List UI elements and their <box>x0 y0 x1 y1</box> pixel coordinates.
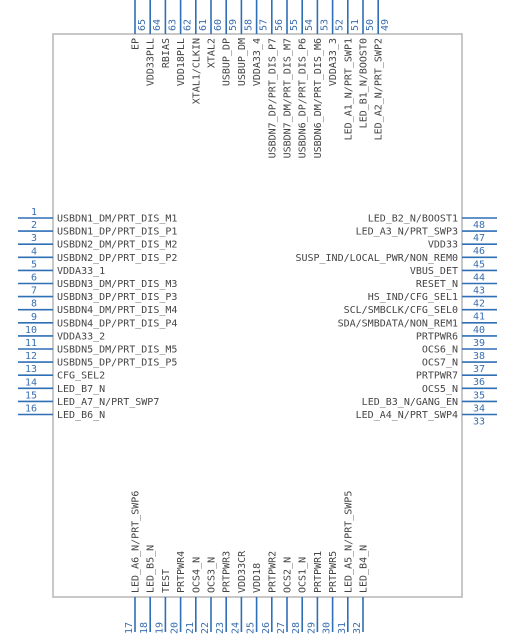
pin-50-number: 50 <box>365 18 376 31</box>
pin-62-number: 62 <box>182 18 194 31</box>
pin-31-label: LED_A5_N/PRT_SWP5 <box>343 490 355 593</box>
pin-12-label: USBDN5_DP/PRT_DIS_P5 <box>57 357 178 369</box>
pin-20-number: 20 <box>169 621 181 634</box>
pin-10-label: VDDA33_2 <box>57 331 106 343</box>
pin-37-label: OCS7_N <box>421 357 458 369</box>
pin-2-number: 2 <box>30 220 37 232</box>
pin-25-label: VDD18 <box>252 562 264 593</box>
pin-41-number: 41 <box>473 311 486 323</box>
pin-31-number: 31 <box>336 621 348 634</box>
pin-36-number: 36 <box>473 377 486 389</box>
pin-53-number: 53 <box>319 18 331 31</box>
pin-57-number: 57 <box>258 18 270 31</box>
pin-36-label: PRTPWR7 <box>415 370 458 382</box>
pin-55-label: USBDN7_DM/PRT_DIS_M7 <box>282 38 294 159</box>
pin-45-number: 45 <box>473 259 486 271</box>
pin-9-label: USBDN4_DP/PRT_DIS_P4 <box>57 318 178 330</box>
pin-11-label: USBDN5_DM/PRT_DIS_M5 <box>57 344 178 356</box>
pin-29-number: 29 <box>306 621 318 634</box>
pin-58-number: 58 <box>243 18 255 31</box>
pin-51-number: 51 <box>349 18 361 31</box>
pin-46-number: 46 <box>473 246 486 258</box>
pin-44-number: 44 <box>473 272 486 284</box>
pin-23-number: 23 <box>215 621 227 634</box>
pin-32-number: 32 <box>352 621 363 634</box>
pin-63-number: 63 <box>167 18 179 31</box>
pin-35-number: 35 <box>473 390 486 402</box>
pin-19-number: 19 <box>154 621 166 634</box>
pin-54-number: 54 <box>304 18 316 31</box>
pin-62-label: VDD18PLL <box>176 38 188 87</box>
pin-9-number: 9 <box>30 311 37 323</box>
pin-43-label: RESET_N <box>415 279 458 290</box>
pin-11-number: 11 <box>24 338 37 349</box>
pin-40-number: 40 <box>473 324 486 336</box>
pin-4-label: USBDN2_DP/PRT_DIS_P2 <box>57 252 178 264</box>
pin-61-label: XTAL1/CLKIN <box>191 38 203 105</box>
pin-6-number: 6 <box>30 272 37 284</box>
pin-42-label: HS_IND/CFG_SEL1 <box>367 292 458 304</box>
pin-56-label: USBDN7_DP/PRT_DIS_P7 <box>267 38 279 159</box>
pin-21-number: 21 <box>184 621 196 634</box>
pin-59-number: 59 <box>228 18 240 31</box>
pin-8-label: USBDN4_DM/PRT_DIS_M4 <box>57 305 178 317</box>
pin-7-number: 7 <box>30 285 37 297</box>
pin-16-label: LED_B6_N <box>57 410 106 421</box>
pin-27-number: 27 <box>276 621 287 634</box>
pin-61-number: 61 <box>197 18 209 31</box>
pin-52-label: VDDA33_3 <box>328 38 340 87</box>
pin-17-label: LED_A6_N/PRT_SWP6 <box>130 490 142 593</box>
top-pin-group <box>131 0 392 158</box>
pin-51-label: LED_A1_N/PRT_SWP1 <box>343 38 355 141</box>
pin-53-label: USBDN6_DM/PRT_DIS_M6 <box>312 38 324 159</box>
pin-54-label: USBDN6_DP/PRT_DIS_P6 <box>297 38 309 159</box>
pin-18-number: 18 <box>139 621 151 634</box>
pin-49-label: LED_A2_N/PRT_SWP2 <box>373 38 385 141</box>
pin-28-label: OCS1_N <box>297 556 309 593</box>
pin-48-number: 48 <box>473 220 486 231</box>
pin-58-label: USBUP_DM <box>236 38 248 87</box>
pin-4-number: 4 <box>30 246 37 258</box>
pin-20-label: PRTPWR4 <box>176 550 188 593</box>
pin-19-label: TEST <box>160 568 172 593</box>
pin-32-label: LED_B4_N <box>358 544 370 593</box>
pin-38-number: 38 <box>473 351 486 362</box>
pin-23-label: PRTPWR3 <box>221 550 233 593</box>
pin-33-label: LED_A4_N/PRT_SWP4 <box>355 410 458 421</box>
pin-39-number: 39 <box>473 337 486 349</box>
pin-8-number: 8 <box>30 298 37 310</box>
pin-15-number: 15 <box>24 390 37 402</box>
pin-5-number: 5 <box>30 259 37 271</box>
pin-30-number: 30 <box>321 621 333 634</box>
pin-65-label: EP <box>130 38 142 51</box>
pin-17-number: 17 <box>124 621 135 634</box>
pin-1-label: USBDN1_DM/PRT_DIS_M1 <box>57 213 178 225</box>
pin-3-label: USBDN2_DM/PRT_DIS_M2 <box>57 239 178 251</box>
pin-18-label: LED_B5_N <box>145 544 157 593</box>
pin-34-label: LED_B3_N/GANG_EN <box>361 396 458 408</box>
pin-43-number: 43 <box>473 285 486 297</box>
pin-15-label: LED_A7_N/PRT_SWP7 <box>57 396 160 408</box>
pin-6-label: USBDN3_DM/PRT_DIS_M3 <box>57 279 178 290</box>
pin-60-label: XTAL2 <box>206 38 218 69</box>
pin-64-number: 64 <box>152 18 164 31</box>
pin-45-label: SUSP_IND/LOCAL_PWR/NON_REM0 <box>295 252 458 264</box>
pin-65-number: 65 <box>137 18 148 31</box>
pin-13-label: CFG_SEL2 <box>57 370 106 382</box>
pin-21-label: OCS4_N <box>191 556 203 593</box>
pin-26-label: PRTPWR2 <box>267 550 279 593</box>
bottom-pin-group <box>124 491 370 634</box>
pin-55-number: 55 <box>289 18 300 31</box>
pin-1-number: 1 <box>30 207 37 218</box>
pin-49-number: 49 <box>380 18 392 31</box>
pin-35-label: OCS5_N <box>421 383 458 395</box>
pin-44-label: VBUS_DET <box>409 265 458 277</box>
pin-25-number: 25 <box>245 621 257 634</box>
pin-64-label: VDD33PLL <box>145 38 157 87</box>
pin-16-number: 16 <box>24 403 37 415</box>
pin-33-number: 33 <box>473 416 486 428</box>
pin-48-label: LED_B2_N/BOOST1 <box>367 213 458 225</box>
pin-22-label: OCS3_N <box>206 556 218 593</box>
pin-29-label: PRTPWR1 <box>312 550 324 593</box>
pin-13-number: 13 <box>24 364 37 376</box>
pin-37-number: 37 <box>473 364 486 376</box>
pin-47-label: LED_A3_N/PRT_SWP3 <box>355 226 458 238</box>
pin-59-label: USBUP_DP <box>221 38 233 87</box>
pin-34-number: 34 <box>473 403 486 415</box>
pin-42-number: 42 <box>473 298 486 310</box>
pin-41-label: SCL/SMBCLK/CFG_SEL0 <box>343 305 458 317</box>
pin-26-number: 26 <box>260 621 272 634</box>
pin-27-label: OCS2_N <box>282 556 294 593</box>
pin-50-label: LED_B1_N/BOOST0 <box>358 38 370 129</box>
pin-3-number: 3 <box>30 233 37 245</box>
pin-14-label: LED_B7_N <box>57 383 106 395</box>
pin-14-number: 14 <box>24 377 37 389</box>
pin-46-label: VDD33 <box>427 239 458 251</box>
pin-40-label: SDA/SMBDATA/NON_REM1 <box>337 318 458 330</box>
pin-52-number: 52 <box>334 18 346 31</box>
pin-24-number: 24 <box>230 621 242 634</box>
pin-60-number: 60 <box>213 18 224 31</box>
pin-22-number: 22 <box>200 621 211 634</box>
right-pin-group <box>295 214 497 428</box>
pin-63-label: RBIAS <box>160 38 172 69</box>
pin-28-number: 28 <box>291 621 303 634</box>
pin-38-label: OCS6_N <box>421 344 458 356</box>
pin-12-number: 12 <box>24 351 37 363</box>
pin-56-number: 56 <box>273 18 285 31</box>
pin-5-label: VDDA33_1 <box>57 265 106 277</box>
pin-2-label: USBDN1_DP/PRT_DIS_P1 <box>57 226 178 238</box>
pin-39-label: PRTPWR6 <box>415 331 458 343</box>
pin-24-label: VDD33CR <box>236 550 248 593</box>
left-pin-group <box>18 207 177 421</box>
pin-10-number: 10 <box>24 324 37 336</box>
pin-30-label: PRTPWR5 <box>328 550 340 593</box>
pin-7-label: USBDN3_DP/PRT_DIS_P3 <box>57 292 178 304</box>
pin-57-label: VDDA33_4 <box>252 38 264 87</box>
pin-47-number: 47 <box>473 233 486 245</box>
